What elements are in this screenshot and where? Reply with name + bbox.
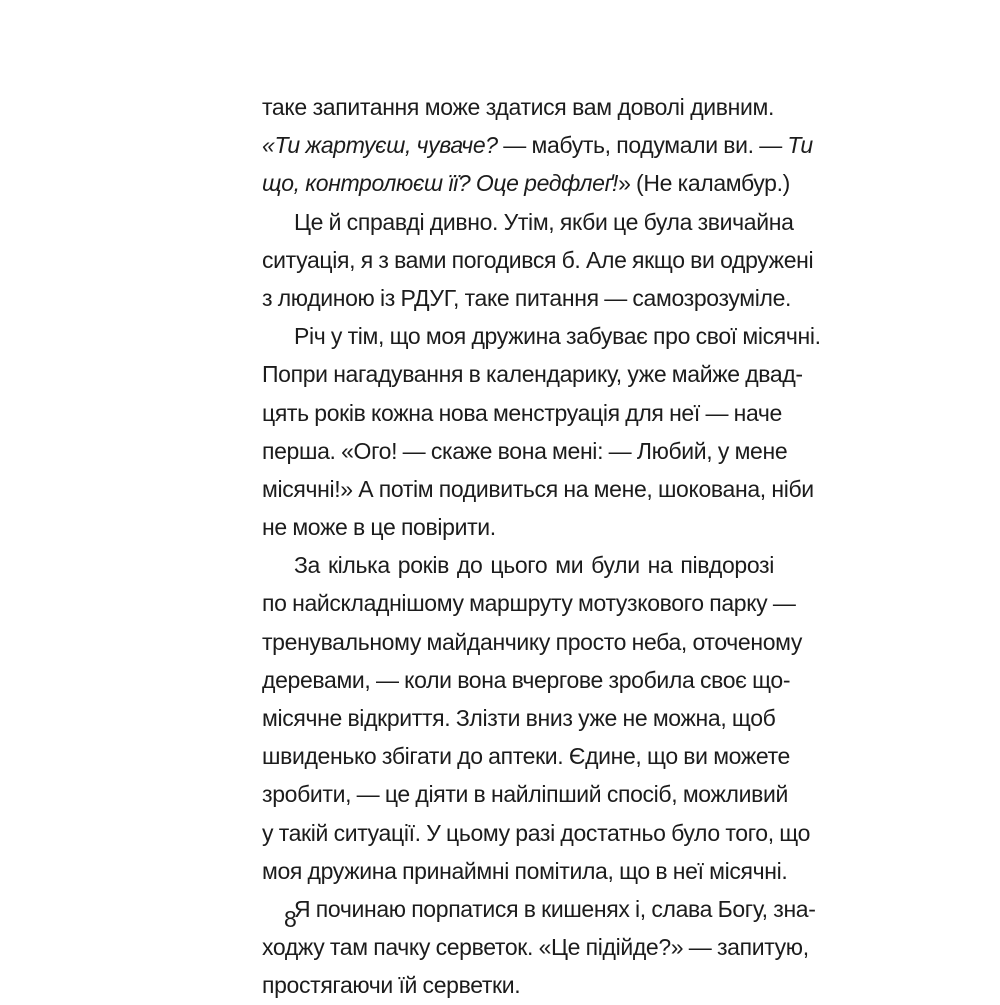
text-line (262, 394, 783, 432)
text-segment: деревами, — коли вона вчергове зробила своє що- (262, 666, 791, 693)
text-line (262, 814, 811, 852)
text-line (262, 126, 813, 164)
text-segment-italic: «Ти жартуєш, чуваче? (262, 132, 498, 159)
text-line (262, 88, 774, 126)
text-segment: Це й справді дивно. Утім, якби це була звичайна (294, 208, 794, 235)
text-segment-italic: що, контролюєш її? Оце редфлеґ! (262, 170, 619, 197)
text-line (262, 890, 816, 928)
text-segment: перша. «Ого! — скаже вона мені: — Любий, у мене (262, 437, 788, 464)
text-line (262, 546, 774, 584)
text-segment: За кілька років до цього ми були на півдорозі (294, 552, 774, 579)
text-line (262, 775, 788, 813)
text-segment: ситуація, я з вами погодився б. Але якщо ви одружені (262, 246, 814, 273)
text-line (262, 470, 814, 508)
page-number: 8 (284, 906, 297, 932)
text-line (262, 508, 774, 546)
text-segment: — мабуть, подумали ви. — (497, 132, 788, 159)
text-segment: тренувальному майданчику просто неба, оточеному (262, 628, 803, 655)
text-segment: місячні!» А потім подивиться на мене, шокована, ніби (262, 475, 814, 502)
text-line (262, 737, 790, 775)
text-line (262, 623, 803, 661)
text-segment: зробити, — це діяти в найліпший спосіб, можливий (262, 781, 788, 808)
text-segment: не може в це повірити. (262, 514, 496, 541)
text-segment: у такій ситуації. У цьому разі достатньо було того, що (262, 819, 811, 846)
text-segment-italic: Ти (787, 132, 813, 159)
text-line (262, 661, 791, 699)
text-segment: Річ у тім, що моя дружина забуває про свої місячні. (294, 323, 821, 350)
text-line (262, 699, 774, 737)
text-segment: Я починаю порпатися в кишенях і, слава Богу, зна- (294, 895, 816, 922)
text-segment: по найскладнішому маршруту мотузкового парку — (262, 590, 796, 617)
text-segment: цять років кожна нова менструація для неї — наче (262, 399, 783, 426)
text-segment: з людиною із РДУГ, таке питання — самозрозуміле. (262, 284, 792, 311)
text-segment: швиденько збігати до аптеки. Єдине, що ви можете (262, 743, 790, 770)
text-line (262, 584, 796, 622)
text-line (262, 317, 821, 355)
text-line (262, 432, 788, 470)
text-line (262, 966, 774, 1004)
text-segment: » (Не каламбур.) (618, 170, 790, 197)
text-line (262, 928, 809, 966)
text-segment: таке запитання може здатися вам доволі дивним. (262, 94, 774, 120)
text-segment: ходжу там пачку серветок. «Це підійде?» — запитую, (262, 934, 809, 961)
text-segment: місячне відкриття. Злізти вниз уже не можна, щоб (262, 705, 776, 731)
text-line (262, 852, 788, 890)
text-line (262, 355, 803, 393)
text-segment: простягаючи їй серветки. (262, 972, 521, 999)
text-line (262, 203, 794, 241)
text-segment: моя дружина принаймні помітила, що в неї місячні. (262, 857, 788, 884)
text-line (262, 241, 814, 279)
text-line (262, 164, 790, 202)
text-line (262, 279, 792, 317)
page-text (262, 88, 821, 1005)
text-segment: Попри нагадування в календарику, уже майже двад- (262, 361, 803, 388)
